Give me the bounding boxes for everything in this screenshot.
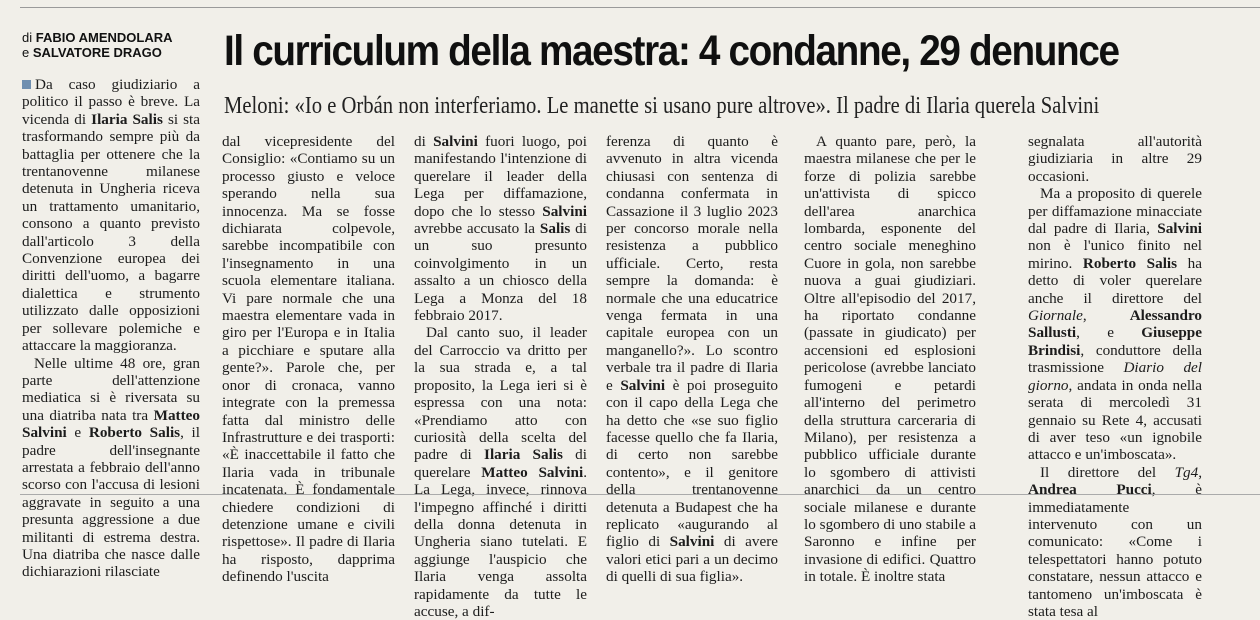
subtitle: Meloni: «Io e Orbán non interferiamo. Le manette si usano pure altrove». Il padre di Ilaria querela Salvini <box>224 93 1100 119</box>
article-column-2: dal vicepresidente del Consiglio: «Contiamo su un processo giusto e veloce sperando nella sua innocenza. Ma se fosse dichiarata colpevole, sarebbe incompatibile con l'insegnamento in una scuola elementare italiana. Vi pare normale che una maestra elementare vada in giro per l'Europa e in Italia a picchiare e sputare alla gente?». Parole che, per onor di cronaca, vanno integrate con la premessa fatta dal ministro delle Infrastrutture e dei trasporti: «È inaccettabile il fatto che Ilaria vada in tribunale incatenata. È fondamentale chiedere condizioni di detenzione umane e civili rispettose». Il padre di Ilaria ha risposto, dapprima definendo l'uscita <box>222 133 395 586</box>
article-column-6: segnalata all'autorità giudiziaria in altre 29 occasioni. Ma a proposito di querele per diffamazione minacciate dal padre di Ilaria, Salvini non è l'unico finito nel mirino. Roberto Salis ha detto di voler querelare anche il direttore del Giornale, Alessandro Sallusti, e Giuseppe Brindisi, conduttore della trasmissione Diario del giorno, andata in onda nella serata di mercoledì 31 gennaio su Rete 4, accusati di aver teso «un ignobile attacco e un'imboscata». Il direttore del Tg4, Andrea Pucci, è immediatamente intervenuto con un comunicato: «Come i telespettatori hanno potuto constatare, nessun attacco e tantomeno un'imboscata è stata tesa al <box>1028 133 1202 620</box>
article-column-5: A quanto pare, però, la maestra milanese che per le forze di polizia sarebbe un'attivista di spicco dell'area anarchica lombarda, esponente del centro sociale meneghino Cuore in gola, non sarebbe nuova a guai giudiziari. Oltre all'episodio del 2017, ha riportato condanne (passate in giudicato) per accensioni ed esplosioni pericolose (avrebbe lanciato fumogeni e petardi all'interno del perimetro della struttura carceraria di Milano), per resistenza a pubblico ufficiale durante lo sgombero di attivisti anarchici da un centro sociale milanese e durante lo sgombero di uno stabile a Saronno e infine per invasione di edifici. Quattro in totale. È inoltre stata <box>804 133 976 586</box>
article-column-4: ferenza di quanto è avvenuto in altra vicenda chiusasi con sentenza di condanna confermata in Cassazione il 3 luglio 2023 per concorso morale nella resistenza a pubblico ufficiale. Certo, resta sempre la domanda: è normale che una educatrice venga fermata in una capitale europea con un manganello?». Lo scontro verbale tra il padre di Ilaria e Salvini è poi proseguito con il capo della Lega che ha detto che «se suo figlio facesse quello che fa Ilaria, di certo non sarebbe contento», e il genitore della trentanovenne detenuta a Budapest che ha replicato «augurando al figlio di Salvini di avere valori etici pari a un decimo di quelli di sua figlia». <box>606 133 779 586</box>
byline-conjunction: e <box>22 45 30 60</box>
bottom-divider <box>20 494 1260 495</box>
headline: Il curriculum della maestra: 4 condanne, 29 denunce <box>224 27 1119 75</box>
article-column-1: Da caso giudiziario a politico il passo è breve. La vicenda di Ilaria Salis si sta trasformando sempre più da battaglia per ottenere che la trentanovenne milanese detenuta in Ungheria riceva un trattamento umanitario, consono a quanto previsto dall'articolo 3 della Convenzione europea dei diritti dell'uomo, a bagarre dialettica e strumento utilizzato dalle opposizioni per sollevare polemiche e attaccare la maggioranza. Nelle ultime 48 ore, gran parte dell'attenzione mediatica si è riversata su una diatriba nata tra Matteo Salvini e Roberto Salis, il padre dell'insegnante arrestata a febbraio dell'anno scorso con l'accusa di lesioni aggravate in seguito a una presunta aggressione a due militanti di estrema destra. Una diatriba che nasce dalle dichiarazioni rilasciate <box>22 76 200 581</box>
section-marker-icon <box>22 80 31 89</box>
author-name: FABIO AMENDOLARA <box>35 30 173 45</box>
author-name: SALVATORE DRAGO <box>32 45 162 60</box>
byline <box>22 30 212 60</box>
top-rule <box>0 0 1260 12</box>
article-column-3: di Salvini fuori luogo, poi manifestando l'intenzione di querelare il leader della Lega per diffamazione, dopo che lo stesso Salvini avrebbe accusato la Salis di un suo presunto coinvolgimento in un assalto a un chiosco della Lega a Monza del 18 febbraio 2017. Dal canto suo, il leader del Carroccio va dritto per la sua strada e, a tal proposito, la Lega ieri si è espressa con una nota: «Prendiamo atto con curiosità della scelta del padre di Ilaria Salis di querelare Matteo Salvini. La Lega, invece, rinnova l'impegno affinché i diritti della donna detenuta in Ungheria siano tutelati. E aggiunge l'auspicio che Ilaria venga assolta rapidamente da tutte le accuse, a dif- <box>414 133 587 620</box>
top-divider <box>20 7 1260 8</box>
byline-prefix: di <box>22 30 33 45</box>
